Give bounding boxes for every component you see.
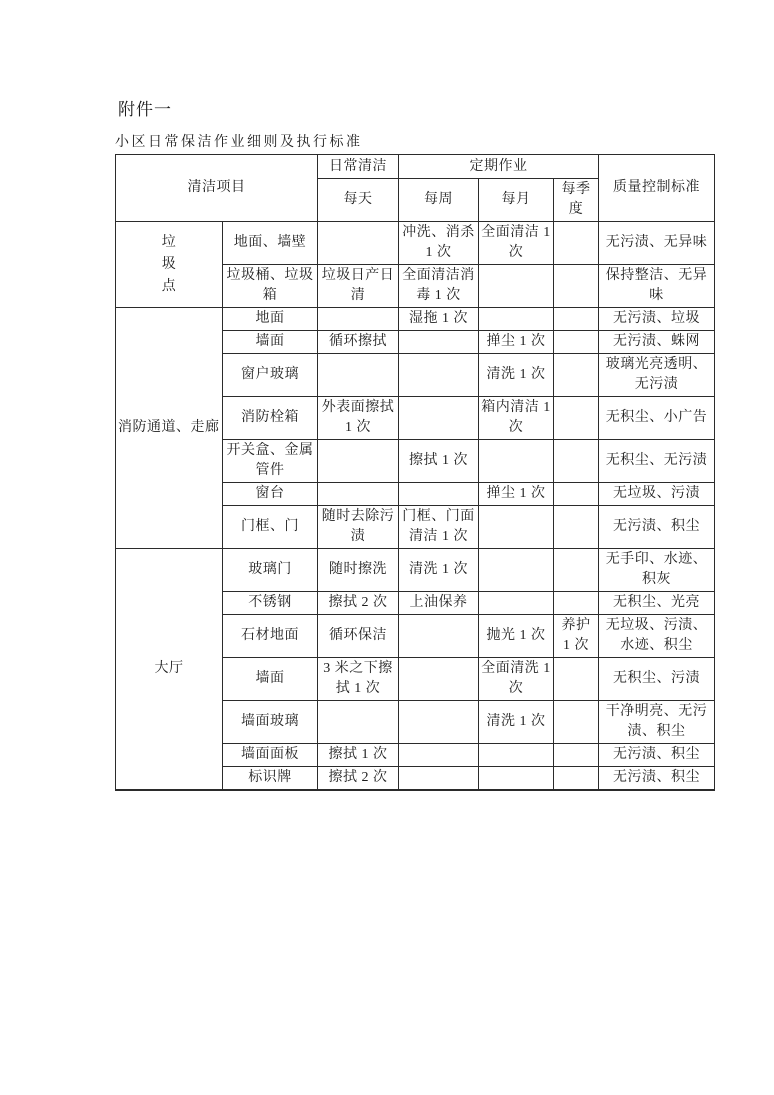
daily-cell: 垃圾日产日清 — [318, 265, 399, 308]
quality-cell: 无积尘、无污渍 — [599, 440, 715, 483]
quarterly-cell — [554, 592, 599, 615]
item-cell: 墙面 — [223, 331, 318, 354]
item-cell: 石材地面 — [223, 615, 318, 658]
weekly-cell — [399, 744, 479, 767]
daily-cell — [318, 701, 399, 744]
monthly-cell: 清洗 1 次 — [479, 354, 554, 397]
header-quarterly: 每季度 — [554, 179, 599, 222]
item-cell: 玻璃门 — [223, 549, 318, 592]
weekly-cell — [399, 701, 479, 744]
category-label: 大厅 — [154, 661, 184, 676]
weekly-cell — [399, 615, 479, 658]
category-cell — [116, 549, 223, 791]
monthly-cell — [479, 506, 554, 549]
daily-cell: 3 米之下擦拭 1 次 — [318, 658, 399, 701]
daily-cell — [318, 222, 399, 265]
header-monthly: 每月 — [479, 179, 554, 222]
weekly-cell: 清洗 1 次 — [399, 549, 479, 592]
header-periodic-group: 定期作业 — [399, 155, 599, 179]
quality-cell: 玻璃光亮透明、无污渍 — [599, 354, 715, 397]
quarterly-cell — [554, 506, 599, 549]
quality-cell: 无积尘、光亮 — [599, 592, 715, 615]
quarterly-cell — [554, 308, 599, 331]
category-cell — [116, 222, 223, 308]
weekly-cell — [399, 397, 479, 440]
monthly-cell: 清洗 1 次 — [479, 701, 554, 744]
quarterly-cell — [554, 354, 599, 397]
item-cell: 门框、门 — [223, 506, 318, 549]
quality-cell: 无污渍、无异味 — [599, 222, 715, 265]
item-cell: 墙面 — [223, 658, 318, 701]
quality-cell: 无积尘、小广告 — [599, 397, 715, 440]
quarterly-cell — [554, 440, 599, 483]
monthly-cell — [479, 549, 554, 592]
quality-cell: 无污渍、积尘 — [599, 767, 715, 791]
header-row-groups — [116, 155, 715, 179]
quality-cell: 无污渍、积尘 — [599, 506, 715, 549]
daily-cell: 随时去除污渍 — [318, 506, 399, 549]
monthly-cell — [479, 767, 554, 791]
quarterly-cell — [554, 658, 599, 701]
document-body — [115, 100, 716, 791]
daily-cell: 循环保洁 — [318, 615, 399, 658]
monthly-cell: 掸尘 1 次 — [479, 331, 554, 354]
monthly-cell: 全面清洁 1 次 — [479, 222, 554, 265]
quality-cell: 无污渍、蛛网 — [599, 331, 715, 354]
daily-cell: 随时擦洗 — [318, 549, 399, 592]
weekly-cell: 冲洗、消杀 1 次 — [399, 222, 479, 265]
quarterly-cell — [554, 331, 599, 354]
daily-cell: 循环擦拭 — [318, 331, 399, 354]
monthly-cell — [479, 440, 554, 483]
table-title: 小区日常保洁作业细则及执行标准 — [115, 135, 363, 150]
quarterly-cell — [554, 549, 599, 592]
weekly-cell — [399, 331, 479, 354]
monthly-cell: 箱内清洁 1 次 — [479, 397, 554, 440]
weekly-cell — [399, 658, 479, 701]
quarterly-cell: 养护 1 次 — [554, 615, 599, 658]
item-cell: 开关盒、金属管件 — [223, 440, 318, 483]
daily-cell: 擦拭 1 次 — [318, 744, 399, 767]
weekly-cell: 湿拖 1 次 — [399, 308, 479, 331]
quarterly-cell — [554, 701, 599, 744]
item-cell: 不锈钢 — [223, 592, 318, 615]
daily-cell: 擦拭 2 次 — [318, 767, 399, 791]
monthly-cell — [479, 308, 554, 331]
daily-cell: 外表面擦拭 1 次 — [318, 397, 399, 440]
quality-cell: 无垃圾、污渍 — [599, 483, 715, 506]
table-row — [116, 549, 715, 592]
header-cleaning-item: 清洁项目 — [116, 155, 318, 222]
weekly-cell — [399, 767, 479, 791]
quarterly-cell — [554, 483, 599, 506]
item-cell: 窗户玻璃 — [223, 354, 318, 397]
quality-cell: 干净明亮、无污渍、积尘 — [599, 701, 715, 744]
monthly-cell — [479, 744, 554, 767]
daily-cell — [318, 354, 399, 397]
quality-cell: 保持整洁、无异味 — [599, 265, 715, 308]
item-cell: 消防栓箱 — [223, 397, 318, 440]
attachment-heading: 附件一 — [118, 100, 172, 119]
header-weekly: 每周 — [399, 179, 479, 222]
quarterly-cell — [554, 744, 599, 767]
weekly-cell: 擦拭 1 次 — [399, 440, 479, 483]
quality-cell: 无手印、水迹、积灰 — [599, 549, 715, 592]
item-cell: 垃圾桶、垃圾箱 — [223, 265, 318, 308]
daily-cell — [318, 483, 399, 506]
weekly-cell — [399, 354, 479, 397]
header-daily: 每天 — [318, 179, 399, 222]
table-body — [116, 222, 715, 791]
quality-cell: 无垃圾、污渍、水迹、积尘 — [599, 615, 715, 658]
category-label: 垃圾点 — [161, 234, 177, 294]
header-daily-group: 日常清洁 — [318, 155, 399, 179]
item-cell: 墙面面板 — [223, 744, 318, 767]
daily-cell — [318, 440, 399, 483]
quality-cell: 无污渍、垃圾 — [599, 308, 715, 331]
item-cell: 墙面玻璃 — [223, 701, 318, 744]
quarterly-cell — [554, 222, 599, 265]
category-cell — [116, 308, 223, 549]
table-row — [116, 308, 715, 331]
item-cell: 标识牌 — [223, 767, 318, 791]
category-label: 消防通道、走廊 — [118, 420, 220, 435]
monthly-cell: 全面清洗 1 次 — [479, 658, 554, 701]
daily-cell — [318, 308, 399, 331]
quality-cell: 无积尘、污渍 — [599, 658, 715, 701]
weekly-cell: 门框、门面清洁 1 次 — [399, 506, 479, 549]
quarterly-cell — [554, 767, 599, 791]
monthly-cell — [479, 265, 554, 308]
quarterly-cell — [554, 265, 599, 308]
item-cell: 窗台 — [223, 483, 318, 506]
weekly-cell: 上油保养 — [399, 592, 479, 615]
weekly-cell: 全面清洁消毒 1 次 — [399, 265, 479, 308]
item-cell: 地面 — [223, 308, 318, 331]
monthly-cell: 抛光 1 次 — [479, 615, 554, 658]
weekly-cell — [399, 483, 479, 506]
cleaning-standards-table — [115, 154, 715, 791]
table-row — [116, 222, 715, 265]
item-cell: 地面、墙壁 — [223, 222, 318, 265]
quality-cell: 无污渍、积尘 — [599, 744, 715, 767]
monthly-cell — [479, 592, 554, 615]
quarterly-cell — [554, 397, 599, 440]
monthly-cell: 掸尘 1 次 — [479, 483, 554, 506]
daily-cell: 擦拭 2 次 — [318, 592, 399, 615]
header-quality-standard: 质量控制标准 — [599, 155, 715, 222]
